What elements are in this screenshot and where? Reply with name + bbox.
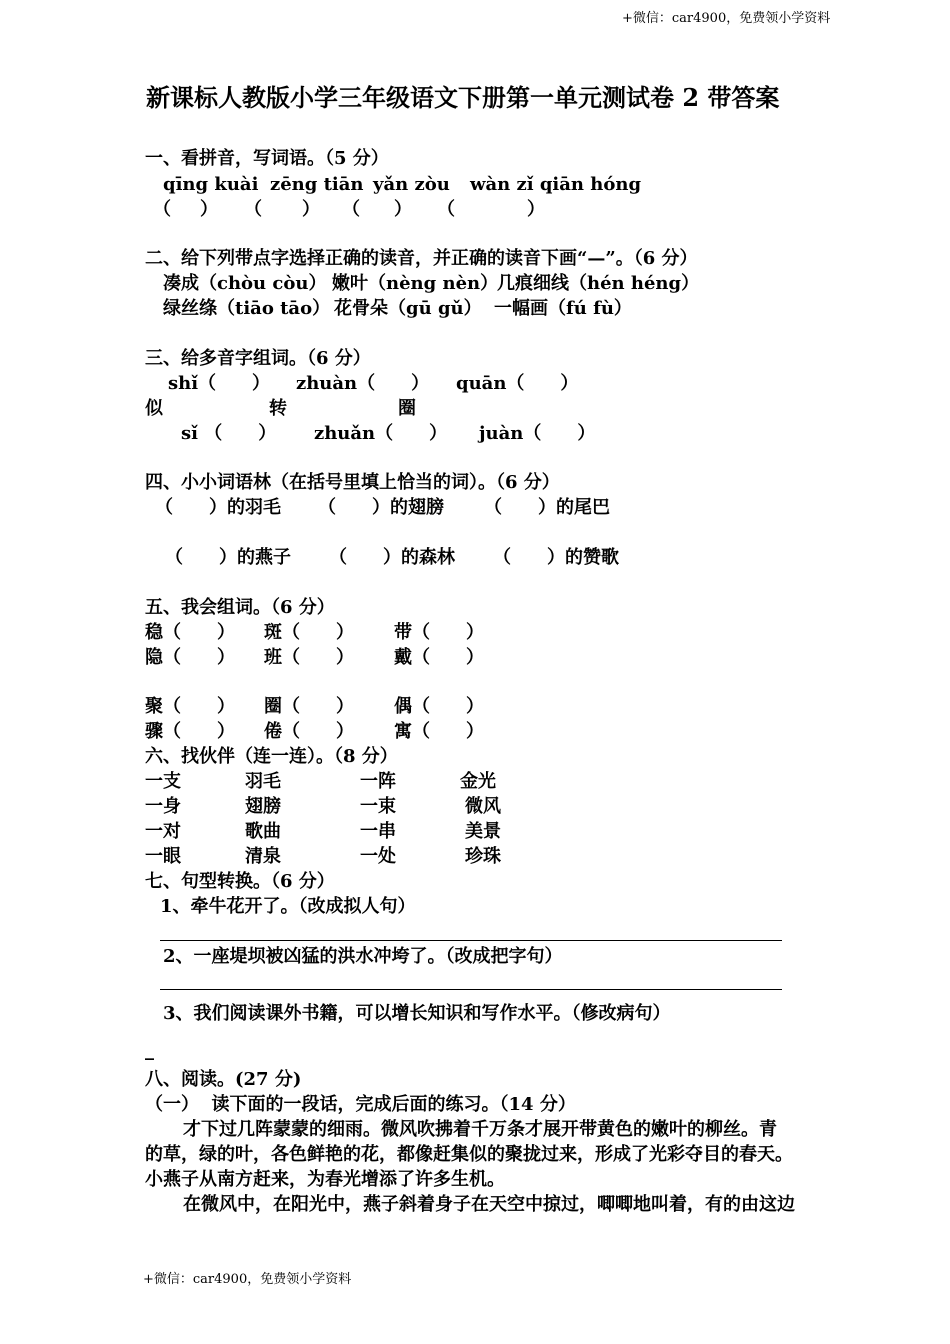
reading-choice: 凑成（chòu còu）	[163, 273, 327, 294]
match-word: 一串	[360, 821, 396, 842]
word-item: 聚（ ）	[145, 696, 235, 717]
passage-line: 才下过几阵蒙蒙的细雨。微风吹拂着千万条才展开带黄色的嫩叶的柳丝。青	[183, 1119, 777, 1140]
word-item: 寓（ ）	[394, 721, 484, 742]
question-1: 1、牵牛花开了。（改成拟人句）	[160, 896, 416, 917]
answer-paren-close: ）	[200, 199, 218, 220]
polyphone-bottom: juàn（ ）	[479, 423, 596, 444]
polyphone-char: 圈	[398, 398, 416, 419]
reading-choice: 嫩叶（nèng nèn）	[332, 273, 499, 294]
pinyin-2: zēng tiān	[270, 174, 364, 195]
match-word: 金光	[460, 771, 496, 792]
section-3-heading: 三、给多音字组词。（6 分）	[145, 348, 371, 369]
passage-line: 在微风中，在阳光中，燕子斜着身子在天空中掠过，唧唧地叫着，有的由这边	[183, 1194, 795, 1215]
match-word: 一阵	[360, 771, 396, 792]
match-word: 一支	[145, 771, 181, 792]
word-item: 骤（ ）	[145, 721, 235, 742]
question-3: 3、我们阅读课外书籍，可以增长知识和写作水平。（修改病句）	[163, 1003, 671, 1024]
question-2: 2、一座堤坝被凶猛的洪水冲垮了。（改成把字句）	[163, 946, 563, 967]
match-word: 一处	[360, 846, 396, 867]
section-6-heading: 六、找伙伴（连一连）。（8 分）	[145, 746, 398, 767]
pinyin-1: qīng kuài	[163, 174, 259, 195]
match-word: 翅膀	[245, 796, 281, 817]
footer-watermark: +微信：car4900，免费领小学资料	[143, 1272, 352, 1287]
answer-line	[160, 989, 782, 990]
reading-choice: 一幅画（fú fù）	[494, 298, 632, 319]
section-4-heading: 四、小小词语林（在括号里填上恰当的词）。（6 分）	[145, 472, 560, 493]
answer-paren-close: ）	[527, 199, 545, 220]
match-word: 美景	[465, 821, 501, 842]
fill-phrase: （ ）的森林	[329, 547, 455, 568]
match-word: 一身	[145, 796, 181, 817]
page-title: 新课标人教版小学三年级语文下册第一单元测试卷 2 带答案	[146, 83, 780, 112]
match-word: 一束	[360, 796, 396, 817]
reading-sub-heading: （一） 读下面的一段话，完成后面的练习。（14 分）	[145, 1094, 576, 1115]
section-5-heading: 五、我会组词。（6 分）	[145, 597, 335, 618]
word-item: 偶（ ）	[394, 696, 484, 717]
fill-phrase: （ ）的羽毛	[155, 497, 281, 518]
pinyin-4: wàn zǐ qiān hóng	[470, 174, 642, 195]
section-2-heading: 二、给下列带点字选择正确的读音，并正确的读音下画“—”。（6 分）	[145, 248, 698, 269]
header-watermark: +微信：car4900，免费领小学资料	[622, 11, 831, 26]
answer-paren-close: ）	[394, 199, 412, 220]
fill-phrase: （ ）的尾巴	[484, 497, 610, 518]
word-item: 隐（ ）	[145, 647, 235, 668]
word-item: 斑（ ）	[264, 622, 354, 643]
fill-phrase: （ ）的赞歌	[493, 547, 619, 568]
passage-line: 小燕子从南方赶来，为春光增添了许多生机。	[145, 1169, 505, 1190]
match-word: 歌曲	[245, 821, 281, 842]
fill-phrase: （ ）的翅膀	[318, 497, 444, 518]
polyphone-char: 转	[269, 398, 287, 419]
match-word: 清泉	[245, 846, 281, 867]
match-word: 微风	[465, 796, 501, 817]
polyphone-top: shǐ（ ）	[168, 373, 271, 394]
answer-paren-open: （	[244, 199, 262, 220]
match-word: 羽毛	[245, 771, 281, 792]
reading-choice: 几痕细线（hén héng）	[497, 273, 700, 294]
word-item: 带（ ）	[394, 622, 484, 643]
passage-line: 的草，绿的叶，各色鲜艳的花，都像赶集似的聚拢过来，形成了光彩夺目的春天。	[145, 1144, 793, 1165]
fill-phrase: （ ）的燕子	[165, 547, 291, 568]
match-word: 一对	[145, 821, 181, 842]
section-8-heading: 八、阅读。(27 分)	[145, 1069, 302, 1090]
answer-line	[160, 940, 782, 941]
word-item: 班（ ）	[264, 647, 354, 668]
match-word: 珍珠	[465, 846, 501, 867]
answer-paren-open: （	[437, 199, 455, 220]
answer-blank: _	[145, 1040, 154, 1061]
polyphone-bottom: zhuǎn（ ）	[314, 423, 448, 444]
word-item: 稳（ ）	[145, 622, 235, 643]
polyphone-top: quān（ ）	[456, 373, 579, 394]
reading-choice: 绿丝绦（tiāo tāo）	[163, 298, 331, 319]
reading-choice: 花骨朵（gū gǔ）	[334, 298, 482, 319]
answer-paren-open: （	[342, 199, 360, 220]
polyphone-char: 似	[145, 398, 163, 419]
word-item: 倦（ ）	[264, 721, 354, 742]
word-item: 圈（ ）	[264, 696, 354, 717]
polyphone-bottom: sǐ （ ）	[181, 423, 277, 444]
match-word: 一眼	[145, 846, 181, 867]
polyphone-top: zhuàn（ ）	[296, 373, 430, 394]
section-1-heading: 一、看拼音，写词语。（5 分）	[145, 148, 389, 169]
answer-paren-close: ）	[302, 199, 320, 220]
word-item: 戴（ ）	[394, 647, 484, 668]
pinyin-3: yǎn zòu	[373, 174, 450, 195]
section-7-heading: 七、句型转换。（6 分）	[145, 871, 335, 892]
answer-paren-open: （	[153, 199, 171, 220]
